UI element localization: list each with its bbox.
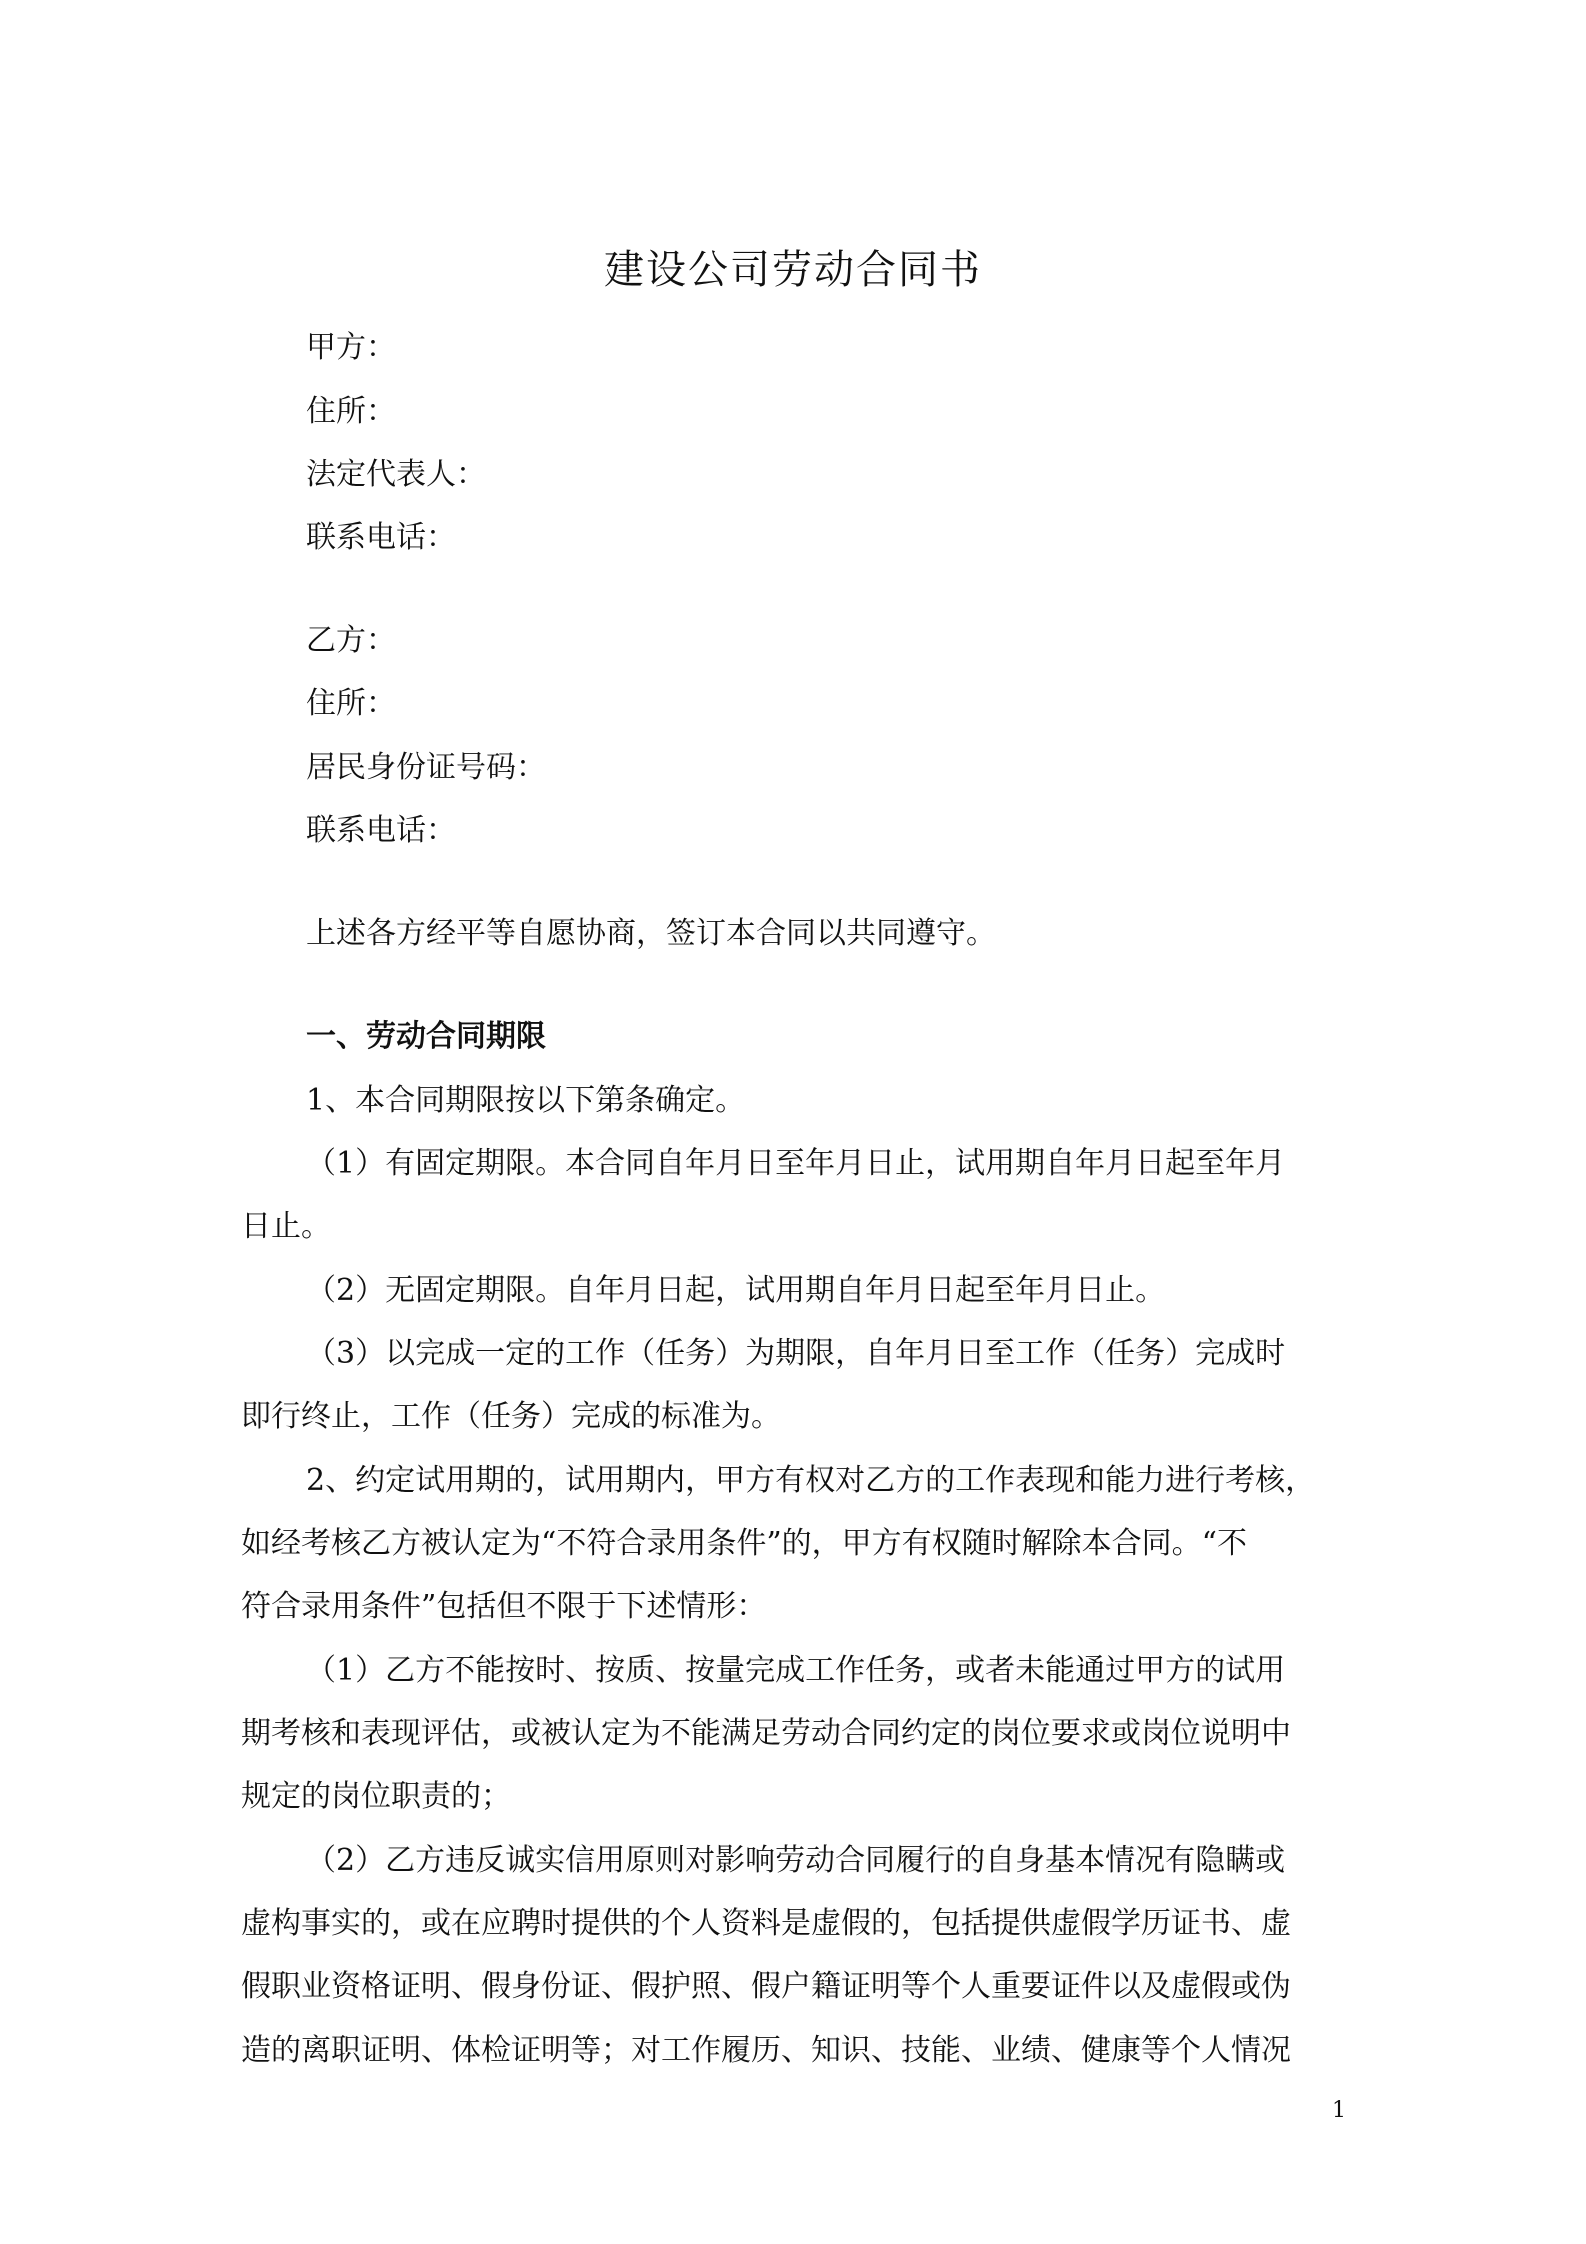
item-1-line-2: 日止。 <box>241 1209 331 1244</box>
sub-1-line-2: 期考核和表现评估，或被认定为不能满足劳动合同约定的岗位要求或岗位说明中 <box>241 1716 1291 1751</box>
item-3-line-1: （3）以完成一定的工作（任务）为期限，自年月日至工作（任务）完成时 <box>306 1336 1286 1371</box>
clause-1: 1、本合同期限按以下第条确定。 <box>306 1083 746 1118</box>
party-b-id-label: 居民身份证号码： <box>306 750 546 785</box>
party-b-phone-label: 联系电话： <box>306 813 456 848</box>
clause-2-line-1: 2、约定试用期的，试用期内，甲方有权对乙方的工作表现和能力进行考核， <box>306 1463 1316 1498</box>
clause-2-line-2: 如经考核乙方被认定为“不符合录用条件”的，甲方有权随时解除本合同。“不 <box>241 1526 1248 1561</box>
document-title: 建设公司劳动合同书 <box>604 247 982 293</box>
party-b-address-label: 住所： <box>306 686 396 721</box>
item-3-line-2: 即行终止，工作（任务）完成的标准为。 <box>241 1399 781 1434</box>
sub-1-line-1: （1）乙方不能按时、按质、按量完成工作任务，或者未能通过甲方的试用 <box>306 1653 1286 1688</box>
clause-2-line-3: 符合录用条件”包括但不限于下述情形： <box>241 1589 767 1624</box>
page-number: 1 <box>1332 2098 1346 2123</box>
party-a-phone-label: 联系电话： <box>306 520 456 555</box>
sub-2-line-2: 虚构事实的，或在应聘时提供的个人资料是虚假的，包括提供虚假学历证书、虚 <box>241 1906 1291 1941</box>
party-a-name-label: 甲方： <box>306 330 396 365</box>
sub-2-line-1: （2）乙方违反诚实信用原则对影响劳动合同履行的自身基本情况有隐瞒或 <box>306 1843 1286 1878</box>
sub-2-line-4: 造的离职证明、体检证明等；对工作履历、知识、技能、业绩、健康等个人情况 <box>241 2033 1291 2068</box>
preamble: 上述各方经平等自愿协商，签订本合同以共同遵守。 <box>306 916 996 951</box>
sub-2-line-3: 假职业资格证明、假身份证、假护照、假户籍证明等个人重要证件以及虚假或伪 <box>241 1969 1291 2004</box>
sub-1-line-3: 规定的岗位职责的； <box>241 1779 511 1814</box>
section-1-heading: 一、劳动合同期限 <box>306 1019 546 1054</box>
party-a-address-label: 住所： <box>306 394 396 429</box>
item-2: （2）无固定期限。自年月日起，试用期自年月日起至年月日止。 <box>306 1273 1166 1308</box>
party-a-legal-rep-label: 法定代表人： <box>306 457 486 492</box>
party-b-name-label: 乙方： <box>306 623 396 658</box>
item-1-line-1: （1）有固定期限。本合同自年月日至年月日止，试用期自年月日起至年月 <box>306 1146 1286 1181</box>
